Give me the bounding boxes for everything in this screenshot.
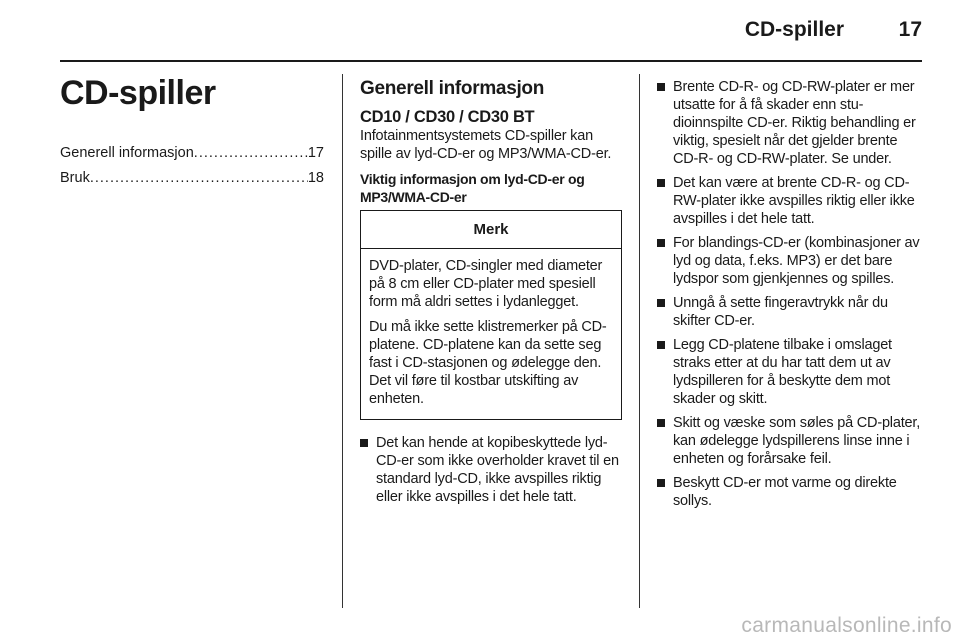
note-box [360, 210, 622, 420]
note-paragraph: DVD-plater, CD-singler med diameter på 8 cm eller CD-plater med spesiell form må aldri settes i lydanlegget. [369, 258, 603, 310]
list-item-text: Unngå å sette fingeravtrykk når du skifter CD-er. [673, 295, 888, 329]
page-header [60, 0, 922, 62]
toc-page: 17 [307, 145, 324, 161]
chapter-title: CD-spiller [60, 74, 216, 112]
list-item-text: For blandings-CD-er (kombinasjoner av lyd og data, f.eks. MP3) er det bare lydspor som gjenkjennes og spilles. [673, 235, 920, 287]
square-bullet-icon [657, 234, 669, 288]
list-item [657, 336, 922, 408]
important-heading: Viktig informasjon om lyd-CD-er og MP3/WMA-CD-er [360, 171, 585, 205]
toc-page: 18 [307, 170, 324, 186]
column-1 [60, 70, 324, 193]
square-bullet-icon [657, 414, 669, 468]
square-bullet-icon [657, 174, 669, 228]
column-3 [657, 70, 922, 516]
note-body [361, 249, 621, 419]
toc-item-generell-informasjon[interactable] [60, 143, 324, 164]
list-item-text: Beskytt CD-er mot varme og direkte sollys. [673, 475, 897, 509]
page-number: 17 [898, 18, 922, 41]
square-bullet-icon [657, 336, 669, 408]
list-item-text: Skitt og væske som søles på CD-plater, kan ødelegge lydspillerens linse inne i enheten og forårsake feil. [673, 415, 921, 467]
list-item-text: Brente CD-R- og CD-RW-plater er mer utsatte for å få skader enn studioinnspilte CD-er. Riktig behandling er viktig, spesielt når det gjelder brente CD-R- og CD-RW-plater. Se under. [673, 79, 916, 167]
square-bullet-icon [657, 474, 669, 510]
list-item-text: Det kan hende at kopibeskyttede lyd-CD-er som ikke overholder kravet til en standard lyd-CD, ikke avspilles riktig eller ikke avspilles i det hele tatt. [376, 435, 619, 505]
toc-leader-dots [90, 168, 308, 189]
list-item [657, 414, 922, 468]
list-item [657, 78, 922, 168]
watermark: carmanualsonline.info [741, 614, 952, 637]
section-title: Generell informasjon [360, 78, 545, 99]
intro-paragraph: Infotainmentsystemets CD-spiller kan spille av lyd-CD-er og MP3/WMA-CD-er. [360, 128, 612, 162]
note-paragraph: Du må ikke sette klistremerker på CD-platene. CD-platene kan da sette seg fast i CD-stasjonen og ødelegge den. Det vil føre til kostbar utskifting av enheten. [369, 319, 607, 407]
list-item [657, 234, 922, 288]
toc-label: Bruk [60, 170, 90, 186]
column-divider-1 [342, 74, 343, 608]
list-item [657, 474, 922, 510]
column-divider-2 [639, 74, 640, 608]
list-item-text: Det kan være at brente CD-R- og CD-RW-plater ikke avspilles riktig eller ikke avspilles i det hele tatt. [673, 175, 915, 227]
toc-item-bruk[interactable] [60, 168, 324, 189]
running-header-title: CD-spiller [744, 18, 844, 41]
toc-label: Generell informasjon [60, 145, 194, 161]
list-item-text: Legg CD-platene tilbake i omslaget straks etter at du har tatt dem ut av lydspilleren for å beskytte dem mot skader og skitt. [673, 337, 892, 407]
square-bullet-icon [657, 78, 669, 168]
list-item [360, 434, 622, 506]
table-of-contents [60, 143, 324, 189]
column-2 [360, 70, 622, 512]
square-bullet-icon [657, 294, 669, 330]
note-title: Merk [361, 211, 621, 249]
toc-leader-dots [194, 143, 308, 164]
list-item [657, 294, 922, 330]
list-item [657, 174, 922, 228]
section-subtitle: CD10 / CD30 / CD30 BT [360, 108, 535, 126]
square-bullet-icon [360, 434, 372, 506]
